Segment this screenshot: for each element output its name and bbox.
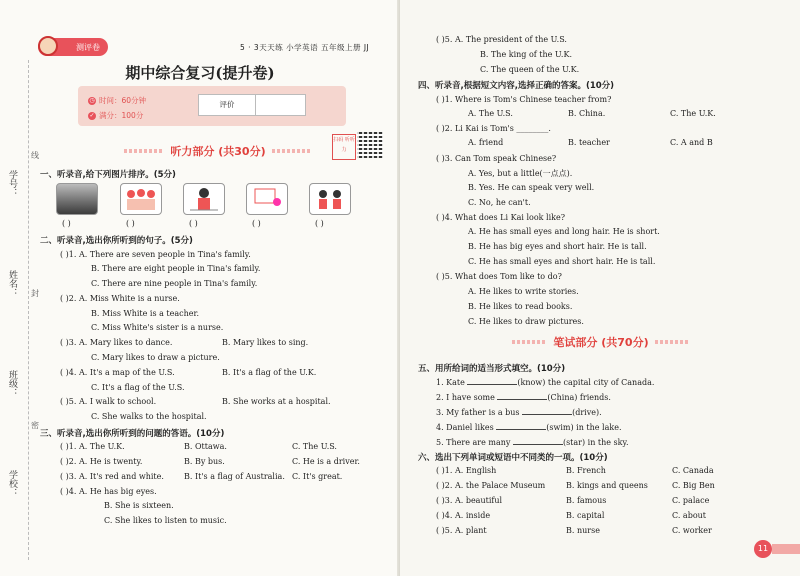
q2-2-b: B. Miss White is a teacher. bbox=[91, 309, 199, 318]
q2-5-c: C. She walks to the hospital. bbox=[91, 412, 207, 421]
q4-5-a: A. He likes to write stories. bbox=[468, 287, 579, 296]
name-label: 姓名： bbox=[7, 270, 17, 297]
q6-1-c: C. Canada bbox=[672, 466, 714, 475]
q2-3-b: B. Mary likes to sing. bbox=[222, 338, 309, 347]
listening-banner: 听力部分 (共30分) bbox=[118, 142, 318, 160]
picture-3-girl bbox=[183, 183, 225, 215]
answer-paren-5[interactable]: ( ) bbox=[315, 219, 324, 228]
q2-3-c: C. Mary likes to draw a picture. bbox=[91, 353, 220, 362]
answer-paren-4[interactable]: ( ) bbox=[252, 219, 261, 228]
page-tab bbox=[772, 544, 800, 554]
q3-1-a: ( )1. A. The U.K. bbox=[60, 442, 125, 451]
class-label: 班级： bbox=[7, 370, 17, 397]
q5-1-blank[interactable] bbox=[467, 377, 517, 385]
q3-4-a: ( )4. A. He has big eyes. bbox=[60, 487, 157, 496]
qr-code-icon[interactable] bbox=[357, 132, 383, 158]
q2-1-c: C. There are nine people in Tina's family. bbox=[91, 279, 258, 288]
page-title: 期中综合复习(提升卷) bbox=[125, 64, 275, 82]
binding-word-secret: 密 bbox=[31, 421, 39, 430]
q4-3-b: B. Yes. He can speak very well. bbox=[468, 183, 595, 192]
q2-1-a: ( )1. A. There are seven people in Tina's family. bbox=[60, 250, 251, 259]
q6-3-b: B. famous bbox=[566, 496, 607, 505]
q2-5-a: ( )5. A. I walk to school. bbox=[60, 397, 157, 406]
q4-1-c: C. The U.K. bbox=[670, 109, 716, 118]
q2-4-c: C. It's a flag of the U.S. bbox=[91, 383, 185, 392]
scan-label: 扫码 听听力 bbox=[332, 134, 356, 160]
picture-1-landscape bbox=[56, 183, 98, 215]
picture-2-family bbox=[120, 183, 162, 215]
q5-3-blank[interactable] bbox=[522, 407, 572, 415]
q4-4-stem: ( )4. What does Li Kai look like? bbox=[436, 213, 566, 222]
answer-paren-3[interactable]: ( ) bbox=[189, 219, 198, 228]
q3-5-a: ( )5. A. The president of the U.S. bbox=[436, 35, 567, 44]
q5-4: 4. Daniel likes (swim) in the lake. bbox=[436, 423, 622, 432]
section-3-heading: 三、听录音,选出你所听到的问题的答语。(10分) bbox=[40, 429, 225, 439]
clock-icon: ◷ bbox=[89, 97, 95, 104]
q3-2-b: B. By bus. bbox=[184, 457, 225, 466]
q6-5-b: B. nurse bbox=[566, 526, 600, 535]
q6-2-a: ( )2. A. the Palace Museum bbox=[436, 481, 546, 490]
q4-3-stem: ( )3. Can Tom speak Chinese? bbox=[436, 154, 557, 163]
grade-box[interactable]: 评价 bbox=[198, 94, 306, 116]
section-6-heading: 六、选出下列单词或短语中不同类的一项。(10分) bbox=[418, 453, 608, 463]
section-2-heading: 二、听录音,选出你所听到的句子。(5分) bbox=[40, 236, 193, 246]
q3-2-c: C. He is a driver. bbox=[292, 457, 360, 466]
q2-4-a: ( )4. A. It's a map of the U.S. bbox=[60, 368, 175, 377]
q4-3-a: A. Yes, but a little(一点点). bbox=[468, 169, 573, 178]
q2-4-b: B. It's a flag of the U.K. bbox=[222, 368, 317, 377]
q5-2: 2. I have some (China) friends. bbox=[436, 393, 611, 402]
q4-5-b: B. He likes to read books. bbox=[468, 302, 573, 311]
q4-4-c: C. He has small eyes and short hair. He is tall. bbox=[468, 257, 656, 266]
q5-1: 1. Kate (know) the capital city of Canada. bbox=[436, 378, 655, 387]
q3-1-c: C. The U.S. bbox=[292, 442, 337, 451]
picture-5-kids bbox=[309, 183, 351, 215]
q5-5: 5. There are many (star) in the sky. bbox=[436, 438, 629, 447]
q2-2-a: ( )2. A. Miss White is a nurse. bbox=[60, 294, 180, 303]
q6-1-a: ( )1. A. English bbox=[436, 466, 497, 475]
q6-1-b: B. French bbox=[566, 466, 606, 475]
q2-3-a: ( )3. A. Mary likes to dance. bbox=[60, 338, 173, 347]
q4-2-c: C. A and B bbox=[670, 138, 713, 147]
writing-banner: 笔试部分 (共70分) bbox=[506, 333, 696, 351]
q6-4-c: C. about bbox=[672, 511, 706, 520]
time-info: ◷ 时间：60分钟 bbox=[89, 96, 147, 105]
q3-4-c: C. She likes to listen to music. bbox=[104, 516, 227, 525]
q2-1-b: B. There are eight people in Tina's family. bbox=[91, 264, 261, 273]
student-no-label: 学号： bbox=[7, 170, 17, 197]
q6-2-b: B. kings and queens bbox=[566, 481, 648, 490]
q6-5-a: ( )5. A. plant bbox=[436, 526, 487, 535]
q3-3-c: C. It's great. bbox=[292, 472, 343, 481]
q3-5-c: C. The queen of the U.K. bbox=[480, 65, 580, 74]
q6-2-c: C. Big Ben bbox=[672, 481, 715, 490]
q5-4-blank[interactable] bbox=[496, 422, 546, 430]
answer-paren-2[interactable]: ( ) bbox=[126, 219, 135, 228]
q6-4-b: B. capital bbox=[566, 511, 605, 520]
q5-2-blank[interactable] bbox=[497, 392, 547, 400]
binding-word-line: 线 bbox=[31, 151, 39, 160]
q6-3-c: C. palace bbox=[672, 496, 710, 505]
page-number: 11 bbox=[754, 540, 772, 558]
q4-2-b: B. teacher bbox=[568, 138, 610, 147]
q2-2-c: C. Miss White's sister is a nurse. bbox=[91, 323, 224, 332]
q5-5-blank[interactable] bbox=[513, 437, 563, 445]
q3-1-b: B. Ottawa. bbox=[184, 442, 227, 451]
q3-3-a: ( )3. A. It's red and white. bbox=[60, 472, 164, 481]
q4-4-a: A. He has small eyes and long hair. He is short. bbox=[468, 227, 660, 236]
q4-2-a: A. friend bbox=[468, 138, 504, 147]
q2-5-b: B. She works at a hospital. bbox=[222, 397, 331, 406]
q4-1-b: B. China. bbox=[568, 109, 606, 118]
binding-word-seal: 封 bbox=[31, 289, 39, 298]
header-info: 5 · 3天天练 小学英语 五年级上册 JJ bbox=[240, 43, 370, 52]
q4-5-stem: ( )5. What does Tom like to do? bbox=[436, 272, 562, 281]
school-label: 学校： bbox=[7, 470, 17, 497]
section-1-heading: 一、听录音,给下列图片排序。(5分) bbox=[40, 170, 176, 180]
section-5-heading: 五、用所给词的适当形式填空。(10分) bbox=[418, 364, 566, 374]
binding-line bbox=[28, 60, 29, 560]
q6-3-a: ( )3. A. beautiful bbox=[436, 496, 503, 505]
q3-3-b: B. It's a flag of Australia. bbox=[184, 472, 285, 481]
q4-2-stem: ( )2. Li Kai is Tom's ________. bbox=[436, 124, 551, 133]
section-4-heading: 四、听录音,根据短文内容,选择正确的答案。(10分) bbox=[418, 81, 615, 91]
answer-paren-1[interactable]: ( ) bbox=[62, 219, 71, 228]
q4-5-c: C. He likes to draw pictures. bbox=[468, 317, 584, 326]
q4-1-a: A. The U.S. bbox=[468, 109, 513, 118]
q6-4-a: ( )4. A. inside bbox=[436, 511, 491, 520]
q6-5-c: C. worker bbox=[672, 526, 712, 535]
q3-4-b: B. She is sixteen. bbox=[104, 501, 174, 510]
q3-2-a: ( )2. A. He is twenty. bbox=[60, 457, 143, 466]
q4-1-stem: ( )1. Where is Tom's Chinese teacher from? bbox=[436, 95, 612, 104]
picture-4-room bbox=[246, 183, 288, 215]
q4-3-c: C. No, he can't. bbox=[468, 198, 531, 207]
logo: 测评卷 bbox=[38, 38, 108, 56]
logo-mascot-icon bbox=[38, 36, 58, 56]
q4-4-b: B. He has big eyes and short hair. He is tall. bbox=[468, 242, 647, 251]
q5-3: 3. My father is a bus (drive). bbox=[436, 408, 602, 417]
q3-5-b: B. The king of the U.K. bbox=[480, 50, 572, 59]
check-icon: ✓ bbox=[89, 112, 95, 119]
score-info: ✓ 满分：100分 bbox=[89, 111, 144, 120]
